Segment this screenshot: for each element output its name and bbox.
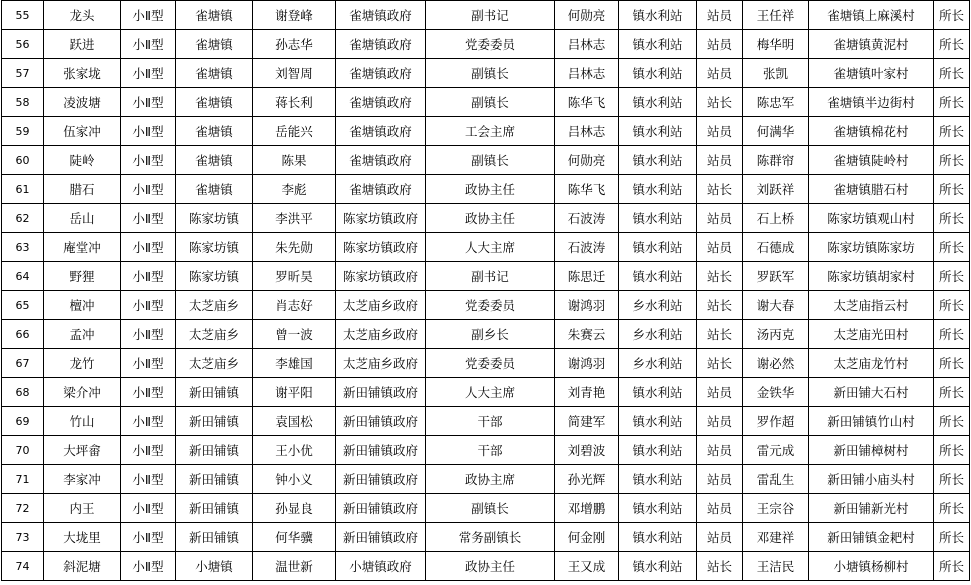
cell-admin-unit[interactable]: 雀塘镇政府 bbox=[336, 117, 426, 146]
cell-patrol-person[interactable]: 石德成 bbox=[743, 233, 809, 262]
cell-row-number[interactable]: 69 bbox=[2, 407, 44, 436]
cell-technical-unit[interactable]: 镇水利站 bbox=[619, 523, 697, 552]
cell-patrol-village[interactable]: 新田铺大石村 bbox=[809, 378, 934, 407]
table-row bbox=[2, 59, 970, 88]
cell-admin-responsible-person[interactable]: 钟小义 bbox=[253, 465, 336, 494]
cell-admin-position[interactable]: 工会主席 bbox=[426, 117, 555, 146]
cell-patrol-person[interactable]: 刘跃祥 bbox=[743, 175, 809, 204]
cell-township[interactable]: 新田铺镇 bbox=[176, 465, 253, 494]
cell-technical-position[interactable]: 站员 bbox=[697, 1, 743, 30]
cell-row-number[interactable]: 68 bbox=[2, 378, 44, 407]
cell-patrol-position[interactable]: 所长 bbox=[934, 204, 970, 233]
cell-patrol-village[interactable]: 陈家坊镇胡家村 bbox=[809, 262, 934, 291]
cell-reservoir-type[interactable]: 小Ⅱ型 bbox=[121, 88, 176, 117]
cell-technical-unit[interactable]: 镇水利站 bbox=[619, 30, 697, 59]
cell-reservoir-name[interactable]: 龙竹 bbox=[44, 349, 121, 378]
cell-admin-unit[interactable]: 陈家坊镇政府 bbox=[336, 233, 426, 262]
cell-technical-responsible-person[interactable]: 邓增鹏 bbox=[555, 494, 619, 523]
cell-technical-position[interactable]: 站员 bbox=[697, 523, 743, 552]
table-row bbox=[2, 320, 970, 349]
cell-row-number[interactable]: 64 bbox=[2, 262, 44, 291]
cell-patrol-village[interactable]: 新田铺小庙头村 bbox=[809, 465, 934, 494]
cell-admin-position[interactable]: 副镇长 bbox=[426, 88, 555, 117]
cell-patrol-village[interactable]: 太芝庙光田村 bbox=[809, 320, 934, 349]
table-row bbox=[2, 175, 970, 204]
cell-reservoir-name[interactable]: 张家垅 bbox=[44, 59, 121, 88]
cell-technical-unit[interactable]: 镇水利站 bbox=[619, 233, 697, 262]
cell-patrol-position[interactable]: 所长 bbox=[934, 552, 970, 581]
cell-patrol-village[interactable]: 太芝庙指云村 bbox=[809, 291, 934, 320]
cell-reservoir-type[interactable]: 小Ⅱ型 bbox=[121, 233, 176, 262]
cell-admin-responsible-person[interactable]: 谢登峰 bbox=[253, 1, 336, 30]
cell-patrol-person[interactable]: 王任祥 bbox=[743, 1, 809, 30]
cell-admin-position[interactable]: 常务副镇长 bbox=[426, 523, 555, 552]
cell-patrol-person[interactable]: 石上桥 bbox=[743, 204, 809, 233]
cell-reservoir-name[interactable]: 腊石 bbox=[44, 175, 121, 204]
cell-admin-unit[interactable]: 雀塘镇政府 bbox=[336, 59, 426, 88]
cell-reservoir-name[interactable]: 梁介冲 bbox=[44, 378, 121, 407]
cell-technical-responsible-person[interactable]: 陈华飞 bbox=[555, 88, 619, 117]
cell-patrol-village[interactable]: 新田铺镇金耙村 bbox=[809, 523, 934, 552]
cell-admin-position[interactable]: 副书记 bbox=[426, 262, 555, 291]
cell-technical-unit[interactable]: 镇水利站 bbox=[619, 378, 697, 407]
cell-admin-unit[interactable]: 新田铺镇政府 bbox=[336, 494, 426, 523]
cell-reservoir-name[interactable]: 龙头 bbox=[44, 1, 121, 30]
cell-township[interactable]: 新田铺镇 bbox=[176, 378, 253, 407]
cell-row-number[interactable]: 61 bbox=[2, 175, 44, 204]
cell-admin-position[interactable]: 政协主任 bbox=[426, 552, 555, 581]
cell-reservoir-type[interactable]: 小Ⅱ型 bbox=[121, 30, 176, 59]
reservoir-responsibility-table bbox=[1, 0, 970, 581]
cell-reservoir-type[interactable]: 小Ⅱ型 bbox=[121, 204, 176, 233]
cell-patrol-person[interactable]: 雷乱生 bbox=[743, 465, 809, 494]
cell-admin-unit[interactable]: 新田铺镇政府 bbox=[336, 378, 426, 407]
cell-admin-responsible-person[interactable]: 谢平阳 bbox=[253, 378, 336, 407]
cell-township[interactable]: 太芝庙乡 bbox=[176, 320, 253, 349]
table-row bbox=[2, 262, 970, 291]
cell-technical-responsible-person[interactable]: 陈思迁 bbox=[555, 262, 619, 291]
cell-technical-unit[interactable]: 乡水利站 bbox=[619, 291, 697, 320]
cell-technical-unit[interactable]: 镇水利站 bbox=[619, 1, 697, 30]
cell-township[interactable]: 雀塘镇 bbox=[176, 88, 253, 117]
cell-technical-position[interactable]: 站员 bbox=[697, 30, 743, 59]
cell-admin-position[interactable]: 副镇长 bbox=[426, 146, 555, 175]
table-row bbox=[2, 494, 970, 523]
cell-technical-responsible-person[interactable]: 刘青艳 bbox=[555, 378, 619, 407]
cell-patrol-village[interactable]: 雀塘镇棉花村 bbox=[809, 117, 934, 146]
cell-technical-unit[interactable]: 镇水利站 bbox=[619, 88, 697, 117]
cell-reservoir-name[interactable]: 李家冲 bbox=[44, 465, 121, 494]
cell-technical-position[interactable]: 站员 bbox=[697, 465, 743, 494]
cell-admin-responsible-person[interactable]: 蒋长利 bbox=[253, 88, 336, 117]
cell-technical-responsible-person[interactable]: 何金刚 bbox=[555, 523, 619, 552]
cell-admin-responsible-person[interactable]: 陈果 bbox=[253, 146, 336, 175]
cell-technical-unit[interactable]: 镇水利站 bbox=[619, 59, 697, 88]
cell-technical-unit[interactable]: 乡水利站 bbox=[619, 320, 697, 349]
cell-technical-position[interactable]: 站员 bbox=[697, 59, 743, 88]
cell-technical-responsible-person[interactable]: 吕林志 bbox=[555, 117, 619, 146]
cell-patrol-position[interactable]: 所长 bbox=[934, 1, 970, 30]
cell-admin-position[interactable]: 干部 bbox=[426, 407, 555, 436]
cell-township[interactable]: 陈家坊镇 bbox=[176, 204, 253, 233]
cell-patrol-village[interactable]: 雀塘镇腊石村 bbox=[809, 175, 934, 204]
cell-reservoir-name[interactable]: 大垅里 bbox=[44, 523, 121, 552]
cell-technical-position[interactable]: 站长 bbox=[697, 320, 743, 349]
table-row bbox=[2, 146, 970, 175]
cell-technical-responsible-person[interactable]: 刘碧波 bbox=[555, 436, 619, 465]
cell-patrol-position[interactable]: 所长 bbox=[934, 407, 970, 436]
cell-admin-unit[interactable]: 雀塘镇政府 bbox=[336, 146, 426, 175]
cell-admin-position[interactable]: 人大主席 bbox=[426, 378, 555, 407]
cell-row-number[interactable]: 65 bbox=[2, 291, 44, 320]
cell-admin-unit[interactable]: 雀塘镇政府 bbox=[336, 30, 426, 59]
cell-township[interactable]: 陈家坊镇 bbox=[176, 262, 253, 291]
cell-admin-responsible-person[interactable]: 温世新 bbox=[253, 552, 336, 581]
table-row bbox=[2, 233, 970, 262]
cell-row-number[interactable]: 71 bbox=[2, 465, 44, 494]
cell-township[interactable]: 雀塘镇 bbox=[176, 117, 253, 146]
cell-patrol-position[interactable]: 所长 bbox=[934, 233, 970, 262]
cell-patrol-village[interactable]: 雀塘镇上麻溪村 bbox=[809, 1, 934, 30]
cell-patrol-position[interactable]: 所长 bbox=[934, 117, 970, 146]
cell-admin-unit[interactable]: 雀塘镇政府 bbox=[336, 175, 426, 204]
cell-admin-responsible-person[interactable]: 李彪 bbox=[253, 175, 336, 204]
cell-technical-responsible-person[interactable]: 何勋亮 bbox=[555, 146, 619, 175]
cell-technical-unit[interactable]: 镇水利站 bbox=[619, 262, 697, 291]
table-row bbox=[2, 407, 970, 436]
cell-reservoir-type[interactable]: 小Ⅱ型 bbox=[121, 146, 176, 175]
cell-technical-responsible-person[interactable]: 石波涛 bbox=[555, 233, 619, 262]
cell-row-number[interactable]: 56 bbox=[2, 30, 44, 59]
cell-admin-unit[interactable]: 陈家坊镇政府 bbox=[336, 204, 426, 233]
cell-reservoir-type[interactable]: 小Ⅱ型 bbox=[121, 436, 176, 465]
cell-technical-responsible-person[interactable]: 吕林志 bbox=[555, 59, 619, 88]
cell-row-number[interactable]: 62 bbox=[2, 204, 44, 233]
cell-patrol-position[interactable]: 所长 bbox=[934, 523, 970, 552]
cell-patrol-person[interactable]: 邓建祥 bbox=[743, 523, 809, 552]
cell-patrol-person[interactable]: 王宗谷 bbox=[743, 494, 809, 523]
cell-reservoir-name[interactable]: 伍家冲 bbox=[44, 117, 121, 146]
cell-admin-responsible-person[interactable]: 李洪平 bbox=[253, 204, 336, 233]
table-row bbox=[2, 117, 970, 146]
cell-row-number[interactable]: 60 bbox=[2, 146, 44, 175]
cell-row-number[interactable]: 73 bbox=[2, 523, 44, 552]
cell-patrol-person[interactable]: 何满华 bbox=[743, 117, 809, 146]
cell-admin-position[interactable]: 政协主任 bbox=[426, 175, 555, 204]
cell-technical-position[interactable]: 站长 bbox=[697, 88, 743, 117]
cell-technical-position[interactable]: 站员 bbox=[697, 233, 743, 262]
cell-reservoir-name[interactable]: 孟冲 bbox=[44, 320, 121, 349]
cell-reservoir-type[interactable]: 小Ⅱ型 bbox=[121, 291, 176, 320]
cell-technical-unit[interactable]: 镇水利站 bbox=[619, 465, 697, 494]
table-row bbox=[2, 1, 970, 30]
cell-row-number[interactable]: 67 bbox=[2, 349, 44, 378]
cell-township[interactable]: 新田铺镇 bbox=[176, 436, 253, 465]
cell-admin-unit[interactable]: 新田铺镇政府 bbox=[336, 523, 426, 552]
cell-reservoir-type[interactable]: 小Ⅱ型 bbox=[121, 175, 176, 204]
cell-patrol-person[interactable]: 谢必然 bbox=[743, 349, 809, 378]
cell-patrol-position[interactable]: 所长 bbox=[934, 59, 970, 88]
cell-admin-responsible-person[interactable]: 刘智周 bbox=[253, 59, 336, 88]
cell-reservoir-type[interactable]: 小Ⅱ型 bbox=[121, 262, 176, 291]
cell-technical-position[interactable]: 站员 bbox=[697, 378, 743, 407]
cell-admin-unit[interactable]: 陈家坊镇政府 bbox=[336, 262, 426, 291]
cell-row-number[interactable]: 70 bbox=[2, 436, 44, 465]
cell-technical-unit[interactable]: 镇水利站 bbox=[619, 436, 697, 465]
cell-admin-unit[interactable]: 雀塘镇政府 bbox=[336, 1, 426, 30]
cell-reservoir-type[interactable]: 小Ⅱ型 bbox=[121, 320, 176, 349]
cell-technical-responsible-person[interactable]: 谢鸿羽 bbox=[555, 349, 619, 378]
cell-reservoir-type[interactable]: 小Ⅱ型 bbox=[121, 494, 176, 523]
cell-patrol-person[interactable]: 金铁华 bbox=[743, 378, 809, 407]
cell-township[interactable]: 陈家坊镇 bbox=[176, 233, 253, 262]
cell-admin-position[interactable]: 干部 bbox=[426, 436, 555, 465]
cell-admin-responsible-person[interactable]: 肖志好 bbox=[253, 291, 336, 320]
cell-reservoir-type[interactable]: 小Ⅱ型 bbox=[121, 59, 176, 88]
table-row bbox=[2, 349, 970, 378]
cell-admin-responsible-person[interactable]: 曾一波 bbox=[253, 320, 336, 349]
cell-reservoir-type[interactable]: 小Ⅱ型 bbox=[121, 523, 176, 552]
cell-patrol-village[interactable]: 陈家坊镇陈家坊 bbox=[809, 233, 934, 262]
cell-admin-unit[interactable]: 太芝庙乡政府 bbox=[336, 291, 426, 320]
cell-patrol-village[interactable]: 陈家坊镇观山村 bbox=[809, 204, 934, 233]
cell-patrol-position[interactable]: 所长 bbox=[934, 30, 970, 59]
cell-patrol-person[interactable]: 雷元成 bbox=[743, 436, 809, 465]
cell-admin-responsible-person[interactable]: 岳能兴 bbox=[253, 117, 336, 146]
cell-technical-responsible-person[interactable]: 石波涛 bbox=[555, 204, 619, 233]
cell-admin-position[interactable]: 人大主席 bbox=[426, 233, 555, 262]
cell-patrol-person[interactable]: 汤丙克 bbox=[743, 320, 809, 349]
cell-admin-position[interactable]: 副书记 bbox=[426, 1, 555, 30]
cell-admin-responsible-person[interactable]: 王小优 bbox=[253, 436, 336, 465]
cell-technical-position[interactable]: 站员 bbox=[697, 146, 743, 175]
cell-patrol-person[interactable]: 梅华明 bbox=[743, 30, 809, 59]
cell-technical-position[interactable]: 站长 bbox=[697, 552, 743, 581]
cell-township[interactable]: 雀塘镇 bbox=[176, 175, 253, 204]
cell-admin-unit[interactable]: 太芝庙乡政府 bbox=[336, 349, 426, 378]
cell-technical-unit[interactable]: 镇水利站 bbox=[619, 552, 697, 581]
cell-patrol-person[interactable]: 陈群帘 bbox=[743, 146, 809, 175]
cell-row-number[interactable]: 74 bbox=[2, 552, 44, 581]
cell-admin-responsible-person[interactable]: 罗昕昊 bbox=[253, 262, 336, 291]
cell-admin-position[interactable]: 副乡长 bbox=[426, 320, 555, 349]
cell-technical-responsible-person[interactable]: 孙光辉 bbox=[555, 465, 619, 494]
cell-row-number[interactable]: 63 bbox=[2, 233, 44, 262]
cell-reservoir-name[interactable]: 庵堂冲 bbox=[44, 233, 121, 262]
cell-technical-unit[interactable]: 镇水利站 bbox=[619, 204, 697, 233]
cell-technical-responsible-person[interactable]: 简建军 bbox=[555, 407, 619, 436]
cell-patrol-position[interactable]: 所长 bbox=[934, 88, 970, 117]
cell-row-number[interactable]: 59 bbox=[2, 117, 44, 146]
cell-township[interactable]: 雀塘镇 bbox=[176, 146, 253, 175]
cell-patrol-position[interactable]: 所长 bbox=[934, 436, 970, 465]
table-row bbox=[2, 465, 970, 494]
cell-row-number[interactable]: 57 bbox=[2, 59, 44, 88]
cell-patrol-village[interactable]: 新田铺樟树村 bbox=[809, 436, 934, 465]
cell-patrol-position[interactable]: 所长 bbox=[934, 349, 970, 378]
cell-reservoir-name[interactable]: 野狸 bbox=[44, 262, 121, 291]
cell-technical-unit[interactable]: 乡水利站 bbox=[619, 349, 697, 378]
cell-reservoir-name[interactable]: 陡岭 bbox=[44, 146, 121, 175]
cell-reservoir-type[interactable]: 小Ⅱ型 bbox=[121, 378, 176, 407]
cell-technical-unit[interactable]: 镇水利站 bbox=[619, 175, 697, 204]
cell-reservoir-name[interactable]: 岳山 bbox=[44, 204, 121, 233]
table-row bbox=[2, 30, 970, 59]
cell-admin-position[interactable]: 政协主席 bbox=[426, 465, 555, 494]
cell-admin-unit[interactable]: 小塘镇政府 bbox=[336, 552, 426, 581]
cell-patrol-person[interactable]: 张凯 bbox=[743, 59, 809, 88]
cell-patrol-position[interactable]: 所长 bbox=[934, 378, 970, 407]
cell-reservoir-name[interactable]: 竹山 bbox=[44, 407, 121, 436]
table-row bbox=[2, 436, 970, 465]
table-row bbox=[2, 291, 970, 320]
cell-admin-position[interactable]: 政协主任 bbox=[426, 204, 555, 233]
table-row bbox=[2, 88, 970, 117]
cell-township[interactable]: 雀塘镇 bbox=[176, 30, 253, 59]
table-row bbox=[2, 204, 970, 233]
cell-admin-responsible-person[interactable]: 孙志华 bbox=[253, 30, 336, 59]
cell-technical-unit[interactable]: 镇水利站 bbox=[619, 117, 697, 146]
cell-township[interactable]: 新田铺镇 bbox=[176, 407, 253, 436]
cell-admin-responsible-person[interactable]: 李雄国 bbox=[253, 349, 336, 378]
cell-patrol-position[interactable]: 所长 bbox=[934, 465, 970, 494]
cell-technical-responsible-person[interactable]: 王又成 bbox=[555, 552, 619, 581]
cell-patrol-village[interactable]: 小塘镇杨柳村 bbox=[809, 552, 934, 581]
cell-township[interactable]: 新田铺镇 bbox=[176, 523, 253, 552]
cell-row-number[interactable]: 55 bbox=[2, 1, 44, 30]
cell-patrol-village[interactable]: 雀塘镇黄泥村 bbox=[809, 30, 934, 59]
cell-patrol-position[interactable]: 所长 bbox=[934, 262, 970, 291]
cell-admin-unit[interactable]: 雀塘镇政府 bbox=[336, 88, 426, 117]
cell-reservoir-name[interactable]: 内王 bbox=[44, 494, 121, 523]
cell-technical-position[interactable]: 站员 bbox=[697, 204, 743, 233]
cell-admin-position[interactable]: 党委委员 bbox=[426, 291, 555, 320]
cell-reservoir-name[interactable]: 跃进 bbox=[44, 30, 121, 59]
cell-reservoir-type[interactable]: 小Ⅱ型 bbox=[121, 465, 176, 494]
cell-patrol-position[interactable]: 所长 bbox=[934, 146, 970, 175]
cell-technical-unit[interactable]: 镇水利站 bbox=[619, 494, 697, 523]
cell-technical-responsible-person[interactable]: 吕林志 bbox=[555, 30, 619, 59]
cell-reservoir-type[interactable]: 小Ⅱ型 bbox=[121, 407, 176, 436]
cell-patrol-position[interactable]: 所长 bbox=[934, 291, 970, 320]
table-row bbox=[2, 552, 970, 581]
cell-reservoir-name[interactable]: 斜泥塘 bbox=[44, 552, 121, 581]
cell-row-number[interactable]: 58 bbox=[2, 88, 44, 117]
cell-technical-responsible-person[interactable]: 谢鸿羽 bbox=[555, 291, 619, 320]
cell-technical-position[interactable]: 站员 bbox=[697, 407, 743, 436]
cell-patrol-person[interactable]: 罗作超 bbox=[743, 407, 809, 436]
cell-admin-unit[interactable]: 太芝庙乡政府 bbox=[336, 320, 426, 349]
cell-patrol-village[interactable]: 新田铺镇竹山村 bbox=[809, 407, 934, 436]
cell-patrol-village[interactable]: 雀塘镇叶家村 bbox=[809, 59, 934, 88]
cell-technical-position[interactable]: 站员 bbox=[697, 436, 743, 465]
cell-reservoir-name[interactable]: 檀冲 bbox=[44, 291, 121, 320]
cell-admin-unit[interactable]: 新田铺镇政府 bbox=[336, 465, 426, 494]
cell-township[interactable]: 雀塘镇 bbox=[176, 59, 253, 88]
cell-admin-position[interactable]: 党委委员 bbox=[426, 30, 555, 59]
cell-technical-responsible-person[interactable]: 何勋亮 bbox=[555, 1, 619, 30]
cell-admin-unit[interactable]: 新田铺镇政府 bbox=[336, 407, 426, 436]
cell-township[interactable]: 太芝庙乡 bbox=[176, 349, 253, 378]
cell-admin-position[interactable]: 党委委员 bbox=[426, 349, 555, 378]
cell-reservoir-name[interactable]: 凌波塘 bbox=[44, 88, 121, 117]
cell-technical-position[interactable]: 站员 bbox=[697, 494, 743, 523]
cell-reservoir-type[interactable]: 小Ⅱ型 bbox=[121, 1, 176, 30]
cell-township[interactable]: 雀塘镇 bbox=[176, 1, 253, 30]
cell-technical-unit[interactable]: 镇水利站 bbox=[619, 407, 697, 436]
cell-admin-responsible-person[interactable]: 朱先勋 bbox=[253, 233, 336, 262]
cell-technical-position[interactable]: 站长 bbox=[697, 262, 743, 291]
cell-admin-responsible-person[interactable]: 袁国松 bbox=[253, 407, 336, 436]
cell-admin-responsible-person[interactable]: 孙显良 bbox=[253, 494, 336, 523]
cell-patrol-person[interactable]: 王洁民 bbox=[743, 552, 809, 581]
cell-technical-position[interactable]: 站长 bbox=[697, 175, 743, 204]
cell-row-number[interactable]: 72 bbox=[2, 494, 44, 523]
cell-patrol-village[interactable]: 雀塘镇半边街村 bbox=[809, 88, 934, 117]
table-body bbox=[2, 1, 970, 581]
cell-admin-unit[interactable]: 新田铺镇政府 bbox=[336, 436, 426, 465]
cell-admin-responsible-person[interactable]: 何华骥 bbox=[253, 523, 336, 552]
cell-township[interactable]: 小塘镇 bbox=[176, 552, 253, 581]
cell-admin-position[interactable]: 副镇长 bbox=[426, 494, 555, 523]
cell-technical-position[interactable]: 站长 bbox=[697, 349, 743, 378]
cell-township[interactable]: 太芝庙乡 bbox=[176, 291, 253, 320]
table-row bbox=[2, 378, 970, 407]
cell-row-number[interactable]: 66 bbox=[2, 320, 44, 349]
cell-technical-unit[interactable]: 镇水利站 bbox=[619, 146, 697, 175]
cell-patrol-village[interactable]: 太芝庙龙竹村 bbox=[809, 349, 934, 378]
cell-patrol-person[interactable]: 谢大春 bbox=[743, 291, 809, 320]
cell-patrol-village[interactable]: 新田铺新光村 bbox=[809, 494, 934, 523]
cell-reservoir-type[interactable]: 小Ⅱ型 bbox=[121, 117, 176, 146]
cell-reservoir-name[interactable]: 大坪畲 bbox=[44, 436, 121, 465]
cell-reservoir-type[interactable]: 小Ⅱ型 bbox=[121, 349, 176, 378]
cell-reservoir-type[interactable]: 小Ⅱ型 bbox=[121, 552, 176, 581]
cell-patrol-position[interactable]: 所长 bbox=[934, 175, 970, 204]
table-row bbox=[2, 523, 970, 552]
cell-patrol-position[interactable]: 所长 bbox=[934, 494, 970, 523]
cell-technical-position[interactable]: 站长 bbox=[697, 291, 743, 320]
cell-technical-responsible-person[interactable]: 朱赛云 bbox=[555, 320, 619, 349]
cell-patrol-position[interactable]: 所长 bbox=[934, 320, 970, 349]
cell-patrol-village[interactable]: 雀塘镇陡岭村 bbox=[809, 146, 934, 175]
cell-township[interactable]: 新田铺镇 bbox=[176, 494, 253, 523]
cell-technical-responsible-person[interactable]: 陈华飞 bbox=[555, 175, 619, 204]
cell-patrol-person[interactable]: 罗跃军 bbox=[743, 262, 809, 291]
cell-technical-position[interactable]: 站员 bbox=[697, 117, 743, 146]
cell-admin-position[interactable]: 副镇长 bbox=[426, 59, 555, 88]
cell-patrol-person[interactable]: 陈忠军 bbox=[743, 88, 809, 117]
